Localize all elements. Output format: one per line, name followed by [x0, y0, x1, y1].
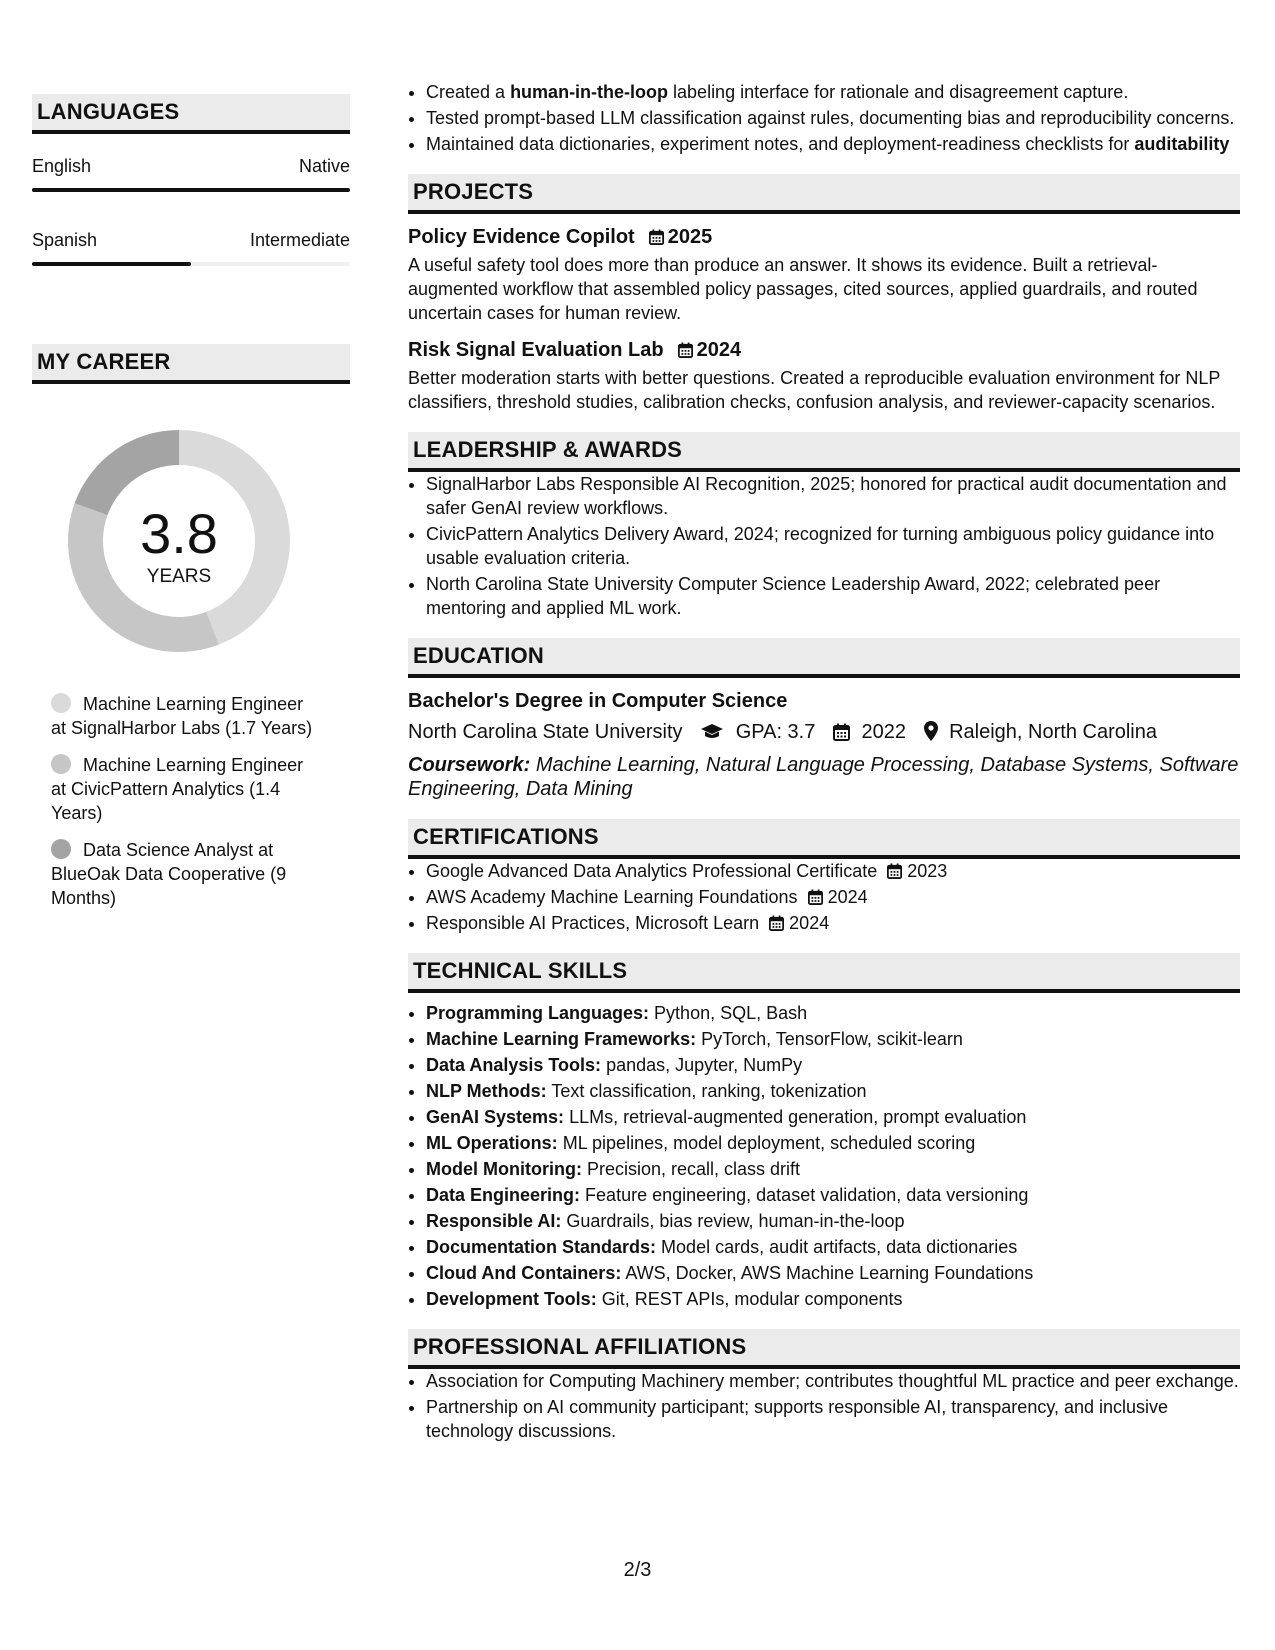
language-item: [32, 228, 350, 266]
calendar-icon: [808, 887, 823, 903]
legend-label: Machine Learning Engineer at CivicPattern Analytics (1.4 Years): [51, 755, 304, 823]
career-legend-item: [51, 838, 321, 910]
experience-bullet: • Maintained data dictionaries, experiment notes, and deployment-readiness checklists for auditability: [426, 132, 1240, 156]
language-level: Intermediate: [249, 230, 350, 250]
page-number: 2/3: [623, 1559, 652, 1581]
calendar-icon: [649, 226, 664, 242]
skill-item: • NLP Methods: Text classification, ranking, tokenization: [426, 1079, 1240, 1103]
projects-heading: PROJECTS: [408, 174, 1240, 214]
language-proficiency-bar: [32, 262, 350, 266]
project-description: A useful safety tool does more than produce an answer. It shows its evidence. Built a retrieval-augmented workflow that assembled policy passages, cited sources, applied guardrails, and routed uncertain cases for human review.: [408, 255, 1198, 323]
leadership-heading: LEADERSHIP & AWARDS: [408, 432, 1240, 472]
language-proficiency-fill: [32, 188, 350, 192]
language-proficiency-fill: [32, 262, 191, 266]
career-total: [64, 426, 294, 656]
leadership-item: • SignalHarbor Labs Responsible AI Recognition, 2025; honored for practical audit documentation and safer GenAI review workflows.: [426, 472, 1240, 520]
sidebar: [32, 94, 350, 923]
leadership-item: • CivicPattern Analytics Delivery Award, 2024; recognized for turning ambiguous policy guidance into usable evaluation criteria.: [426, 522, 1240, 570]
project-name: Policy Evidence Copilot: [408, 226, 635, 248]
affiliations-heading: PROFESSIONAL AFFILIATIONS: [408, 1329, 1240, 1369]
legend-swatch: [51, 754, 71, 774]
coursework-list: Machine Learning, Natural Language Processing, Database Systems, Software Engineering, Data Mining: [408, 754, 1239, 800]
coursework-label: Coursework:: [408, 754, 531, 776]
location: Raleigh, North Carolina: [949, 721, 1157, 743]
legend-swatch: [51, 693, 71, 713]
languages-heading: LANGUAGES: [32, 94, 350, 134]
certification-year: 2024: [789, 913, 830, 933]
skill-item: • GenAI Systems: LLMs, retrieval-augmented generation, prompt evaluation: [426, 1105, 1240, 1129]
legend-swatch: [51, 839, 71, 859]
education-meta: [408, 719, 1240, 748]
main-content: [408, 80, 1240, 1445]
affiliation-item: • Association for Computing Machinery member; contributes thoughtful ML practice and peer exchange.: [426, 1369, 1240, 1393]
skills-list: [408, 1001, 1240, 1311]
degree-title: Bachelor's Degree in Computer Science: [408, 690, 788, 712]
certification-item: [426, 859, 1240, 883]
skill-item: • Documentation Standards: Model cards, audit artifacts, data dictionaries: [426, 1235, 1240, 1259]
school-name: North Carolina State University: [408, 721, 683, 743]
language-proficiency-bar: [32, 188, 350, 192]
experience-bullets: [408, 80, 1240, 156]
certification-item: [426, 885, 1240, 909]
language-name: Spanish: [32, 230, 98, 250]
project-year: 2024: [696, 339, 742, 361]
education-heading: EDUCATION: [408, 638, 1240, 678]
career-legend: [51, 692, 321, 910]
project-year: 2025: [667, 226, 713, 248]
project-item: [408, 224, 1240, 325]
project-description: Better moderation starts with better questions. Created a reproducible evaluation environment for NLP classifiers, threshold studies, calibration checks, confusion analysis, and reviewer-capacity scenarios.: [408, 368, 1221, 412]
coursework: [408, 753, 1240, 801]
skill-item: • Data Engineering: Feature engineering, dataset validation, data versioning: [426, 1183, 1240, 1207]
career-total-unit: YEARS: [146, 566, 212, 587]
leadership-list: [408, 472, 1240, 620]
affiliation-item: • Partnership on AI community participant; supports responsible AI, transparency, and inclusive technology discussions.: [426, 1395, 1240, 1443]
language-item: [32, 154, 350, 192]
skill-item: • Programming Languages: Python, SQL, Bash: [426, 1001, 1240, 1025]
career-donut-chart: [64, 426, 294, 656]
leadership-item: • North Carolina State University Computer Science Leadership Award, 2022; celebrated peer mentoring and applied ML work.: [426, 572, 1240, 620]
skill-item: • Development Tools: Git, REST APIs, modular components: [426, 1287, 1240, 1311]
skill-item: • Cloud And Containers: AWS, Docker, AWS Machine Learning Foundations: [426, 1261, 1240, 1285]
graduation-cap-icon: [700, 722, 724, 748]
gpa: GPA: 3.7: [735, 721, 816, 743]
legend-label: Data Science Analyst at BlueOak Data Cooperative (9 Months): [51, 840, 287, 908]
career-total-value: 3.8: [140, 502, 218, 565]
affiliations-list: [408, 1369, 1240, 1443]
experience-bullet: • Tested prompt-based LLM classification against rules, documenting bias and reproducibility concerns.: [426, 106, 1240, 130]
location-pin-icon: [924, 721, 938, 748]
calendar-icon: [769, 913, 784, 929]
career-heading: MY CAREER: [32, 344, 350, 384]
legend-label: Machine Learning Engineer at SignalHarbor Labs (1.7 Years): [51, 694, 313, 738]
certification-name: Responsible AI Practices, Microsoft Learn: [426, 913, 760, 933]
certification-name: AWS Academy Machine Learning Foundations: [426, 887, 798, 907]
certifications-heading: CERTIFICATIONS: [408, 819, 1240, 859]
skill-item: • Data Analysis Tools: pandas, Jupyter, NumPy: [426, 1053, 1240, 1077]
calendar-icon: [833, 722, 850, 748]
calendar-icon: [887, 861, 902, 877]
calendar-icon: [678, 339, 693, 355]
skill-item: • ML Operations: ML pipelines, model deployment, scheduled scoring: [426, 1131, 1240, 1155]
certification-year: 2024: [827, 887, 868, 907]
skill-item: • Machine Learning Frameworks: PyTorch, TensorFlow, scikit-learn: [426, 1027, 1240, 1051]
graduation-year: 2022: [861, 721, 906, 743]
career-legend-item: [51, 692, 321, 740]
certification-item: [426, 911, 1240, 935]
certifications-list: [408, 859, 1240, 935]
skill-item: • Responsible AI: Guardrails, bias review, human-in-the-loop: [426, 1209, 1240, 1233]
certification-year: 2023: [907, 861, 948, 881]
project-name: Risk Signal Evaluation Lab: [408, 339, 664, 361]
language-name: English: [32, 156, 92, 176]
language-list: [32, 154, 350, 266]
career-legend-item: [51, 753, 321, 825]
project-item: [408, 337, 1240, 414]
skills-heading: TECHNICAL SKILLS: [408, 953, 1240, 993]
language-level: Native: [298, 156, 350, 176]
certification-name: Google Advanced Data Analytics Professional Certificate: [426, 861, 878, 881]
skill-item: • Model Monitoring: Precision, recall, class drift: [426, 1157, 1240, 1181]
experience-bullet: • Created a human-in-the-loop labeling interface for rationale and disagreement capture.: [426, 80, 1240, 104]
